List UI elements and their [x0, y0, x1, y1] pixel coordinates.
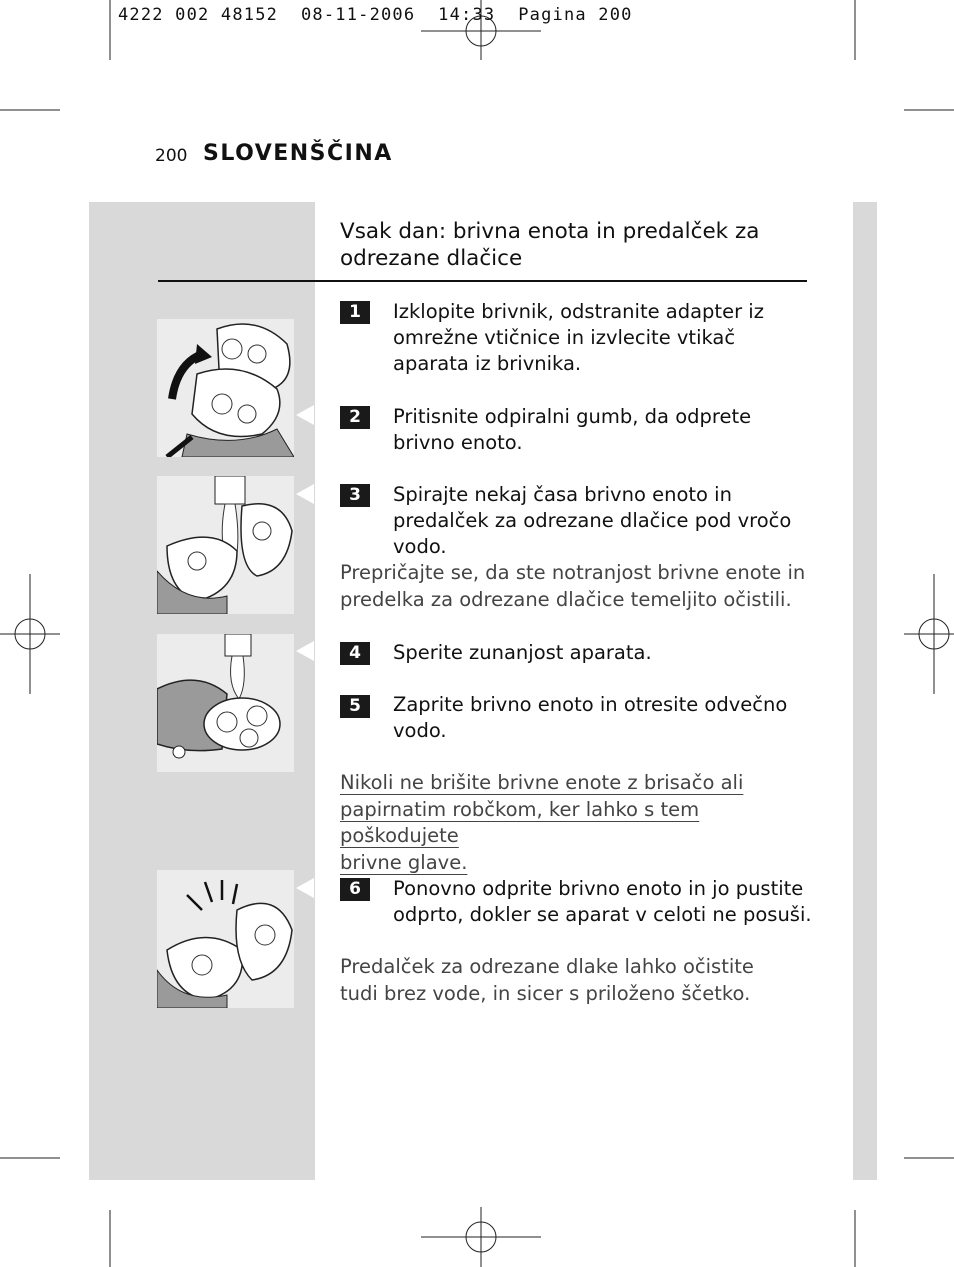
- right-sidebar-band: [853, 202, 877, 1180]
- step-number-badge: 1: [340, 301, 370, 324]
- step-text: Sperite zunanjost aparata.: [393, 641, 652, 664]
- illustration-pointer-4: [296, 878, 314, 898]
- print-slug-line: 4222 002 48152 08-11-2006 14:33 Pagina 200: [118, 5, 633, 25]
- illustration-pointer-2: [296, 484, 314, 504]
- step-text: Ponovno odprite brivno enoto in jo pustite odprto, dokler se aparat v celoti ne posuši.: [393, 877, 812, 926]
- step-text: Pritisnite odpiralni gumb, da odprete brivno enoto.: [393, 405, 752, 454]
- note-text: Predalček za odrezane dlake lahko očistite tudi brez vode, in sicer s priloženo ščetko.: [340, 955, 754, 1005]
- step-number-badge: 5: [340, 695, 370, 718]
- step-number-badge: 4: [340, 642, 370, 665]
- step-text: Spirajte nekaj časa brivno enoto in predalček za odrezane dlačice pod vročo vodo.: [393, 483, 792, 558]
- illustration-rinse-shaving-unit: [157, 476, 294, 614]
- step-number-badge: 2: [340, 406, 370, 429]
- page-language-heading: SLOVENŠČINA: [203, 141, 393, 166]
- warning-line: brivne glave.: [340, 850, 468, 874]
- illustration-pointer-3: [296, 641, 314, 661]
- title-rule: [158, 280, 807, 282]
- illustration-pointer-1: [296, 405, 314, 425]
- illustration-shaver-open-unit: [157, 319, 294, 457]
- warning-line: Nikoli ne brišite brivne enote z brisačo ali: [340, 771, 744, 794]
- step-number-badge: 3: [340, 484, 370, 507]
- note-text: Prepričajte se, da ste notranjost brivne enote in predelka za odrezane dlačice temeljito očistili.: [340, 561, 806, 611]
- illustration-rinse-outside: [157, 634, 294, 772]
- warning-line: papirnatim robčkom, ker lahko s tem poškodujete: [340, 797, 700, 847]
- illustration-shaver-drying: [157, 870, 294, 1008]
- warning-note: [340, 770, 815, 876]
- page-number: 200: [155, 146, 188, 166]
- step-number-badge: 6: [340, 878, 370, 901]
- step-text: Zaprite brivno enoto in otresite odvečno vodo.: [393, 693, 788, 742]
- section-title: Vsak dan: brivna enota in predalček za odrezane dlačice: [340, 219, 760, 271]
- step-text: Izklopite brivnik, odstranite adapter iz omrežne vtičnice in izvlecite vtikač aparata iz brivnika.: [393, 300, 764, 375]
